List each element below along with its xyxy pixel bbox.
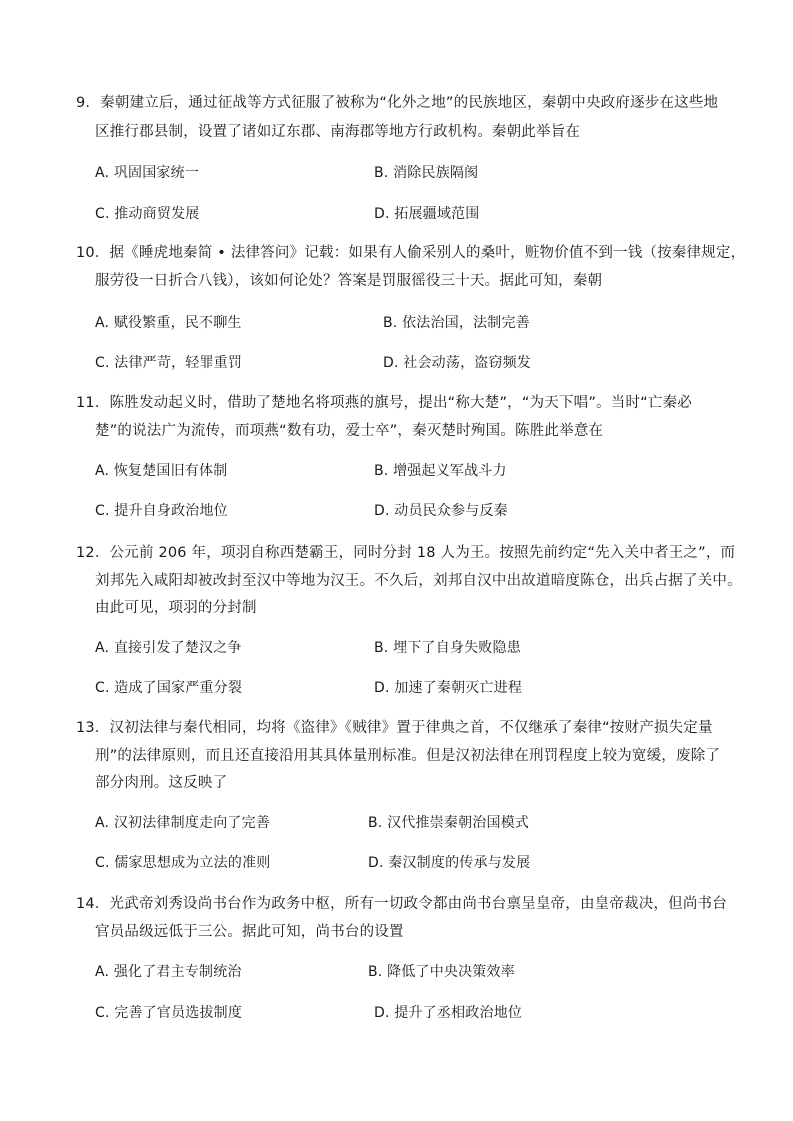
question-11-option-c: C. 提升自身政治地位 — [95, 503, 228, 519]
question-13-option-b: B. 汉代推崇秦朝治国模式 — [368, 815, 530, 831]
question-14-option-a: A. 强化了君主专制统治 — [95, 964, 242, 980]
question-14-option-d: D. 提升了丞相政治地位 — [374, 1005, 523, 1021]
question-10-line-2: 服劳役一日折合八钱），该如何论处？答案是罚服徭役三十天。据此可知，秦朝 — [95, 273, 603, 289]
question-11-option-d: D. 动员民众参与反秦 — [374, 503, 508, 519]
question-12-line-1: 12．公元前 206 年，项羽自称西楚霸王，同时分封 18 人为王。按照先前约定“先入关中者王之”，而 — [76, 545, 736, 561]
question-14-line-2: 官员品级远低于三公。据此可知，尚书台的设置 — [95, 924, 404, 940]
question-11-line-1: 11．陈胜发动起义时，借助了楚地名将项燕的旗号，提出“称大楚”，“为天下唱”。当时“亡秦必 — [76, 395, 693, 411]
question-12-line-2: 刘邦先入咸阳却被改封至汉中等地为汉王。不久后，刘邦自汉中出故道暗度陈仓，出兵占据了关中。 — [95, 573, 742, 589]
question-10-option-d: D. 社会动荡，盗窃频发 — [383, 355, 532, 371]
question-14-option-c: C. 完善了官员选拔制度 — [95, 1005, 243, 1021]
question-13-option-d: D. 秦汉制度的传承与发展 — [368, 855, 531, 871]
question-12-option-a: A. 直接引发了楚汉之争 — [95, 640, 242, 656]
question-11-line-2: 楚”的说法广为流传，而项燕“数有功，爱士卒”，秦灭楚时殉国。陈胜此举意在 — [95, 423, 604, 439]
question-9-line-2: 区推行郡县制，设置了诸如辽东郡、南海郡等地方行政机构。秦朝此举旨在 — [95, 124, 581, 140]
question-13-line-1: 13．汉初法律与秦代相同，均将《盗律》《贼律》置于律典之首，不仅继承了秦律“按财产损失定量 — [76, 720, 713, 736]
question-12-option-b: B. 埋下了自身失败隐患 — [374, 640, 521, 656]
question-12-option-c: C. 造成了国家严重分裂 — [95, 680, 243, 696]
question-9-line-1: 9．秦朝建立后，通过征战等方式征服了被称为“化外之地”的民族地区，秦朝中央政府逐步在这些地 — [76, 95, 719, 111]
question-11-option-b: B. 增强起义军战斗力 — [374, 463, 507, 479]
question-13-line-2: 刑”的法律原则，而且还直接沿用其具体量刑标准。但是汉初法律在刑罚程度上较为宽缓，废除了 — [95, 748, 721, 764]
question-13-option-a: A. 汉初法律制度走向了完善 — [95, 815, 271, 831]
question-13-option-c: C. 儒家思想成为立法的准则 — [95, 855, 271, 871]
question-12-line-3: 由此可见，项羽的分封制 — [95, 600, 257, 616]
question-10-option-c: C. 法律严苛，轻罪重罚 — [95, 355, 243, 371]
question-10-option-b: B. 依法治国，法制完善 — [383, 315, 530, 331]
question-12-option-d: D. 加速了秦朝灭亡进程 — [374, 680, 523, 696]
question-9-option-c: C. 推动商贸发展 — [95, 206, 200, 222]
question-10-line-1: 10．据《睡虎地秦简 • 法律答问》记载：如果有人偷采别人的桑叶，赃物价值不到一钱（按秦律规定， — [76, 245, 746, 261]
question-14-option-b: B. 降低了中央决策效率 — [368, 964, 515, 980]
question-10-option-a: A. 赋役繁重，民不聊生 — [95, 315, 242, 331]
question-11-option-a: A. 恢复楚国旧有体制 — [95, 463, 228, 479]
question-9-option-d: D. 拓展疆域范围 — [374, 206, 480, 222]
question-13-line-3: 部分肉刑。这反映了 — [95, 775, 228, 791]
question-9-option-a: A. 巩固国家统一 — [95, 165, 200, 181]
question-14-line-1: 14．光武帝刘秀设尚书台作为政务中枢，所有一切政令都由尚书台禀呈皇帝，由皇帝裁决，但尚书台 — [76, 896, 727, 912]
question-9-option-b: B. 消除民族隔阂 — [374, 165, 479, 181]
